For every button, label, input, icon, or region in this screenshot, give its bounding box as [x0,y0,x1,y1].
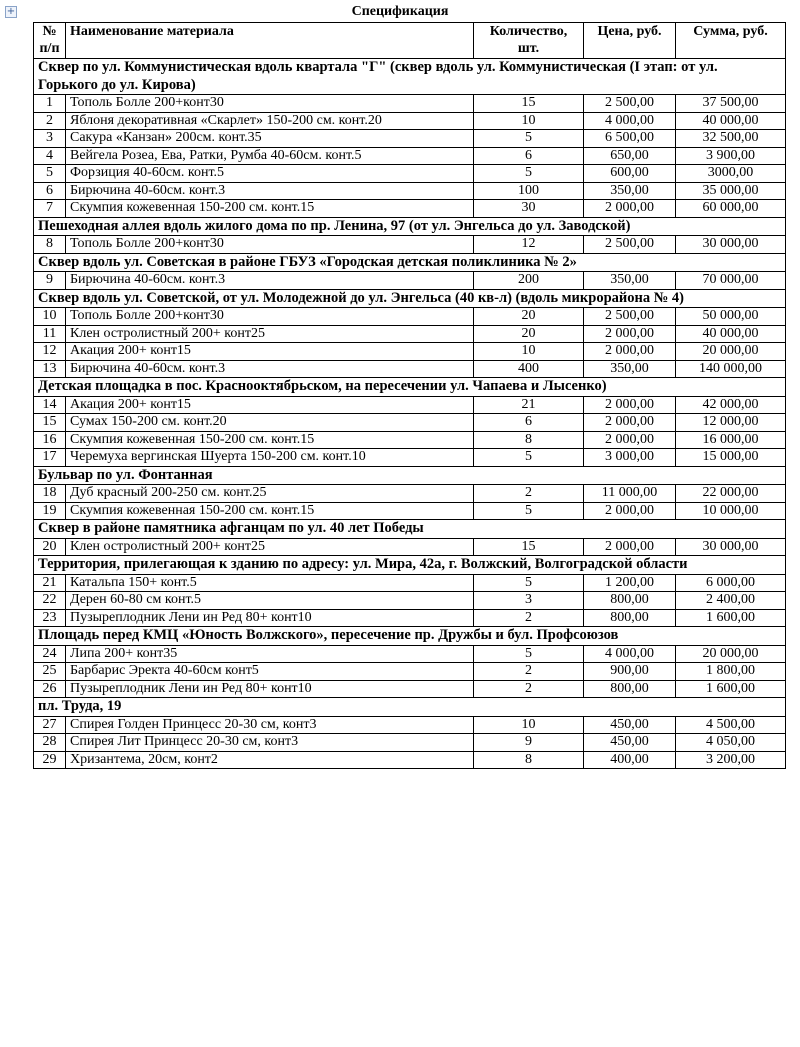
cell-sum: 10 000,00 [676,502,786,520]
cell-num: 27 [34,716,66,734]
table-row [34,147,786,165]
cell-qty: 10 [474,716,584,734]
cell-name: Бирючина 40-60см. конт.3 [66,182,474,200]
section-title: Сквер вдоль ул. Советская в районе ГБУЗ «Городская детская поликлиника № 2» [34,253,786,272]
cell-sum: 4 050,00 [676,734,786,752]
cell-num: 2 [34,112,66,130]
cell-name: Катальпа 150+ конт.5 [66,574,474,592]
cell-num: 16 [34,431,66,449]
cell-sum: 4 500,00 [676,716,786,734]
cell-name: Хризантема, 20см, конт2 [66,751,474,769]
cell-price: 800,00 [584,592,676,610]
cell-name: Барбарис Эректа 40-60см конт5 [66,663,474,681]
cell-qty: 15 [474,95,584,113]
section-row [34,378,786,397]
table-row [34,236,786,254]
cell-name: Вейгела Розеа, Ева, Ратки, Румба 40-60см. конт.5 [66,147,474,165]
cell-price: 2 000,00 [584,396,676,414]
section-row [34,59,786,95]
table-row [34,592,786,610]
cell-name: Дуб красный 200-250 см. конт.25 [66,485,474,503]
cell-price: 2 500,00 [584,95,676,113]
cell-num: 9 [34,272,66,290]
cell-qty: 10 [474,112,584,130]
cell-qty: 100 [474,182,584,200]
cell-qty: 5 [474,449,584,467]
cell-qty: 2 [474,680,584,698]
table-row [34,538,786,556]
cell-name: Бирючина 40-60см. конт.3 [66,272,474,290]
section-row [34,627,786,646]
cell-price: 450,00 [584,734,676,752]
cell-sum: 40 000,00 [676,112,786,130]
section-title: Детская площадка в пос. Краснооктябрьском, на пересечении ул. Чапаева и Лысенко) [34,378,786,397]
cell-num: 10 [34,308,66,326]
cell-price: 4 000,00 [584,645,676,663]
section-row [34,466,786,485]
table-row [34,431,786,449]
cell-num: 7 [34,200,66,218]
cell-price: 1 200,00 [584,574,676,592]
cell-name: Пузыреплодник Лени ин Ред 80+ конт10 [66,680,474,698]
cell-sum: 20 000,00 [676,645,786,663]
header-price: Цена, руб. [584,23,676,59]
cell-price: 450,00 [584,716,676,734]
cell-num: 4 [34,147,66,165]
section-row [34,698,786,717]
cell-qty: 6 [474,414,584,432]
cell-sum: 1 600,00 [676,609,786,627]
cell-name: Спирея Лит Принцесс 20-30 см, конт3 [66,734,474,752]
cell-sum: 1 800,00 [676,663,786,681]
cell-num: 24 [34,645,66,663]
cell-num: 29 [34,751,66,769]
cell-qty: 20 [474,325,584,343]
cell-num: 1 [34,95,66,113]
cell-name: Бирючина 40-60см. конт.3 [66,360,474,378]
section-title: Площадь перед КМЦ «Юность Волжского», пересечение пр. Дружбы и бул. Профсоюзов [34,627,786,646]
cell-num: 6 [34,182,66,200]
cell-num: 14 [34,396,66,414]
cell-sum: 32 500,00 [676,130,786,148]
cell-sum: 140 000,00 [676,360,786,378]
cell-qty: 2 [474,663,584,681]
table-row [34,574,786,592]
cell-price: 800,00 [584,680,676,698]
cell-num: 8 [34,236,66,254]
cell-name: Скумпия кожевенная 150-200 см. конт.15 [66,502,474,520]
cell-num: 21 [34,574,66,592]
cell-sum: 20 000,00 [676,343,786,361]
specification-table [33,22,786,769]
cell-price: 2 000,00 [584,414,676,432]
cell-price: 2 500,00 [584,236,676,254]
cell-sum: 3 900,00 [676,147,786,165]
cell-num: 20 [34,538,66,556]
cell-name: Форзиция 40-60см. конт.5 [66,165,474,183]
cell-name: Тополь Болле 200+конт30 [66,95,474,113]
header-qty: Количество, шт. [474,23,584,59]
cell-price: 6 500,00 [584,130,676,148]
cell-price: 11 000,00 [584,485,676,503]
cell-qty: 20 [474,308,584,326]
section-row [34,556,786,575]
cell-sum: 2 400,00 [676,592,786,610]
table-row [34,130,786,148]
table-row [34,609,786,627]
cell-price: 2 500,00 [584,308,676,326]
header-sum: Сумма, руб. [676,23,786,59]
cell-num: 26 [34,680,66,698]
cell-qty: 5 [474,502,584,520]
cell-price: 2 000,00 [584,325,676,343]
cell-qty: 12 [474,236,584,254]
cell-num: 3 [34,130,66,148]
section-title: Сквер по ул. Коммунистическая вдоль квартала "Г" (сквер вдоль ул. Коммунистическая (I этап: от ул. Горького до ул. Кирова) [34,59,786,95]
cell-price: 350,00 [584,182,676,200]
cell-num: 23 [34,609,66,627]
cell-num: 22 [34,592,66,610]
section-row [34,520,786,539]
header-name: Наименование материала [66,23,474,59]
cell-sum: 60 000,00 [676,200,786,218]
cell-sum: 42 000,00 [676,396,786,414]
cell-sum: 12 000,00 [676,414,786,432]
cell-name: Дерен 60-80 см конт.5 [66,592,474,610]
cell-sum: 30 000,00 [676,538,786,556]
table-row [34,414,786,432]
cell-num: 25 [34,663,66,681]
cell-qty: 9 [474,734,584,752]
cell-qty: 5 [474,574,584,592]
cell-price: 800,00 [584,609,676,627]
section-title: Территория, прилегающая к зданию по адресу: ул. Мира, 42а, г. Волжский, Волгоградской области [34,556,786,575]
table-row [34,308,786,326]
cell-num: 12 [34,343,66,361]
header-num: № п/п [34,23,66,59]
cell-qty: 2 [474,609,584,627]
cell-qty: 30 [474,200,584,218]
cell-sum: 37 500,00 [676,95,786,113]
cell-name: Сумах 150-200 см. конт.20 [66,414,474,432]
cell-name: Тополь Болле 200+конт30 [66,308,474,326]
cell-num: 13 [34,360,66,378]
cell-price: 3 000,00 [584,449,676,467]
cell-name: Клен остролистный 200+ конт25 [66,325,474,343]
section-row [34,217,786,236]
cell-name: Липа 200+ конт35 [66,645,474,663]
cell-qty: 200 [474,272,584,290]
cell-name: Сакура «Канзан» 200см. конт.35 [66,130,474,148]
cell-sum: 40 000,00 [676,325,786,343]
cell-sum: 50 000,00 [676,308,786,326]
cell-qty: 2 [474,485,584,503]
section-title: Сквер вдоль ул. Советской, от ул. Молодежной до ул. Энгельса (40 кв-л) (вдоль микрорайона № 4) [34,289,786,308]
cell-qty: 15 [474,538,584,556]
table-row [34,182,786,200]
table-row [34,449,786,467]
cell-qty: 8 [474,431,584,449]
cell-sum: 15 000,00 [676,449,786,467]
cell-num: 18 [34,485,66,503]
table-row [34,325,786,343]
cell-qty: 5 [474,130,584,148]
table-row [34,680,786,698]
table-move-handle-icon[interactable]: + [6,6,16,17]
cell-price: 4 000,00 [584,112,676,130]
cell-name: Акация 200+ конт15 [66,396,474,414]
cell-name: Яблоня декоративная «Скарлет» 150-200 см. конт.20 [66,112,474,130]
cell-price: 2 000,00 [584,502,676,520]
cell-qty: 5 [474,165,584,183]
table-row [34,95,786,113]
document-title: Спецификация [351,4,449,19]
cell-qty: 8 [474,751,584,769]
table-header-row [34,23,786,59]
table-row [34,663,786,681]
cell-name: Пузыреплодник Лени ин Ред 80+ конт10 [66,609,474,627]
table-row [34,272,786,290]
table-row [34,165,786,183]
cell-price: 2 000,00 [584,431,676,449]
section-title: пл. Труда, 19 [34,698,786,717]
cell-qty: 5 [474,645,584,663]
table-row [34,734,786,752]
cell-price: 900,00 [584,663,676,681]
cell-name: Акация 200+ конт15 [66,343,474,361]
table-row [34,502,786,520]
cell-sum: 22 000,00 [676,485,786,503]
cell-sum: 30 000,00 [676,236,786,254]
cell-price: 2 000,00 [584,200,676,218]
cell-sum: 3 200,00 [676,751,786,769]
section-row [34,253,786,272]
table-row [34,396,786,414]
cell-name: Тополь Болле 200+конт30 [66,236,474,254]
section-title: Бульвар по ул. Фонтанная [34,466,786,485]
cell-sum: 6 000,00 [676,574,786,592]
cell-sum: 70 000,00 [676,272,786,290]
cell-num: 15 [34,414,66,432]
cell-qty: 21 [474,396,584,414]
cell-price: 350,00 [584,360,676,378]
table-body [34,59,786,769]
cell-name: Спирея Голден Принцесс 20-30 см, конт3 [66,716,474,734]
cell-price: 600,00 [584,165,676,183]
section-title: Пешеходная аллея вдоль жилого дома по пр. Ленина, 97 (от ул. Энгельса до ул. Заводской) [34,217,786,236]
cell-price: 350,00 [584,272,676,290]
table-row [34,645,786,663]
table-row [34,716,786,734]
cell-qty: 400 [474,360,584,378]
cell-qty: 6 [474,147,584,165]
cell-num: 11 [34,325,66,343]
cell-name: Скумпия кожевенная 150-200 см. конт.15 [66,431,474,449]
table-row [34,360,786,378]
cell-sum: 1 600,00 [676,680,786,698]
section-title: Сквер в районе памятника афганцам по ул. 40 лет Победы [34,520,786,539]
table-row [34,343,786,361]
cell-name: Клен остролистный 200+ конт25 [66,538,474,556]
table-row [34,112,786,130]
cell-price: 2 000,00 [584,538,676,556]
table-row [34,200,786,218]
cell-sum: 3000,00 [676,165,786,183]
cell-price: 2 000,00 [584,343,676,361]
cell-qty: 10 [474,343,584,361]
cell-qty: 3 [474,592,584,610]
cell-name: Скумпия кожевенная 150-200 см. конт.15 [66,200,474,218]
section-row [34,289,786,308]
cell-price: 650,00 [584,147,676,165]
table-row [34,751,786,769]
table-row [34,485,786,503]
cell-sum: 35 000,00 [676,182,786,200]
cell-price: 400,00 [584,751,676,769]
cell-name: Черемуха вергинская Шуерта 150-200 см. конт.10 [66,449,474,467]
cell-num: 28 [34,734,66,752]
cell-sum: 16 000,00 [676,431,786,449]
cell-num: 17 [34,449,66,467]
cell-num: 19 [34,502,66,520]
cell-num: 5 [34,165,66,183]
